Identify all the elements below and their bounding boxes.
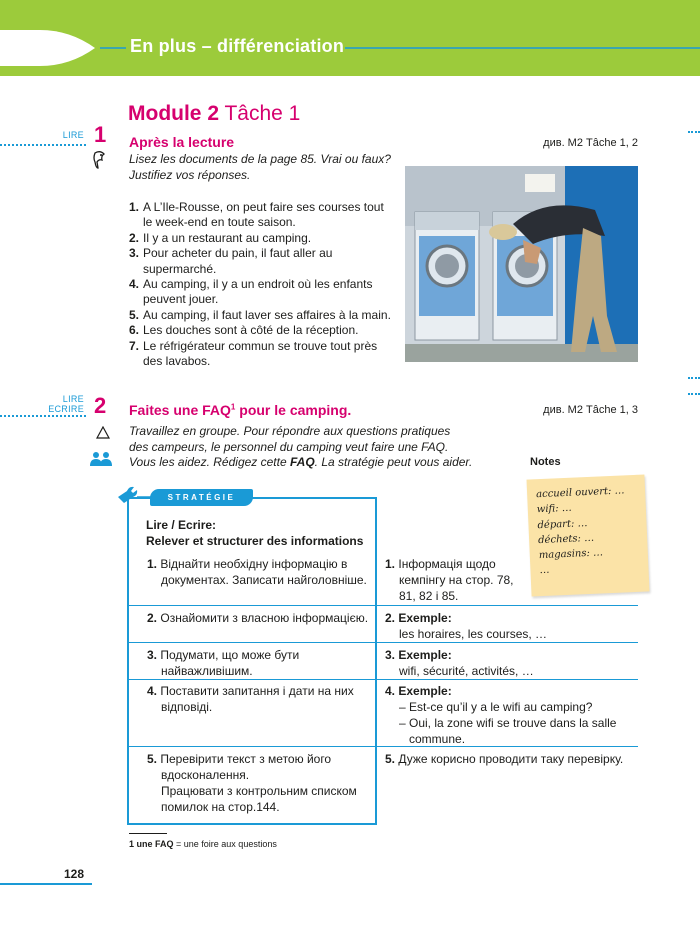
instruction-line: des campeurs, le personnel du camping veut faire une FAQ. [129,439,449,454]
list-item: 4. Au camping, il y a un endroit où les enfants peuvent jouer. [129,277,373,307]
skill-tag-lire: LIRE [62,394,84,404]
header-white-tab [0,30,95,66]
module-title [128,102,300,126]
reading-icon [92,150,108,170]
strategy-step-3: 3. Подумати, що може бути найважливішим. [147,648,300,678]
exercise-1-title: Après la lecture [129,134,235,150]
strategy-example-1: 1. Інформація щодо кемпінгу на стор. 78, 81, 82 і 85. [385,557,514,603]
footnote: 1 une FAQ = une foire aux questions [129,839,277,849]
instruction-line: Vous les aidez. Rédigez cette FAQ. La stratégie peut vous aider. [129,455,473,469]
note-line: déchets: … [537,532,595,547]
list-item: 5. Au camping, il faut laver ses affaires à la main. [129,307,391,322]
exercise-number-2: 2 [94,393,107,418]
skill-tag-lire: LIRE [62,130,84,140]
instruction-line: Travaillez en groupe. Pour répondre aux questions pratiques [129,424,451,438]
strategy-example-5: 5. Дуже корисно проводити таку перевірку. [385,752,624,766]
strategy-example-3: 3. Exemple: wifi, sécurité, activités, … [385,648,534,678]
strategy-wrench-icon [115,483,153,505]
note-line: magasins: … [538,547,604,562]
skill-tag-ecrire: ECRIRE [48,404,84,414]
module-title-bold: Module 2 [128,102,220,125]
header-decoration [0,0,700,76]
strategy-step-2: 2. Ознайомити з власною інформацією. [147,611,369,625]
module-title-rest: Tâche 1 [224,102,301,125]
notes-label: Notes [530,456,561,468]
row-divider [129,642,638,643]
header-title: En plus – différenciation [130,36,345,56]
dotted-rule-ex1 [0,144,86,146]
group-work-icon [89,451,113,467]
row-divider [129,605,638,606]
exercise-number-1: 1 [94,122,107,147]
strategy-step-1: 1. Віднайти необхідну інформацію в документах. Записати найголовніше. [147,557,367,587]
list-item: 1. A L’Ile-Rousse, on peut faire ses courses tout le week-end en toute saison. [129,200,384,230]
footnote-rule [129,833,167,834]
notes-card [527,474,650,596]
strategy-example-2: 2. Exemple: les horaires, les courses, … [385,611,548,641]
note-line: … [539,565,550,577]
note-line: accueil ouvert: … [535,485,625,501]
note-line: départ: … [537,517,588,531]
instruction-line: Lisez les documents de la page 85. Vrai ou faux? [129,152,391,166]
strategy-heading: Lire / Ecrire: Relever et structurer des informations [146,518,364,548]
list-item: 2. Il y a un restaurant au camping. [129,230,312,245]
strategy-tab: STRATÉGIE [150,489,253,506]
list-item: 6. Les douches sont à côté de la réception. [129,323,359,338]
exercise-1-reference: див. М2 Tâche 1, 2 [543,137,638,149]
dotted-rule-right-ex2a [688,377,700,379]
dotted-rule-right-ex2b [688,393,700,395]
exercise-2-instructions [129,424,472,471]
exercise-2-reference: див. М2 Tâche 1, 3 [543,404,638,416]
list-item: 3. Pour acheter du pain, il faut aller au supermarché. [129,246,333,276]
strategy-step-5: 5. Перевірити текст з метою його вдосконалення. Працювати з контрольним списком помилок на стор.144. [147,752,357,814]
exercise-1-instructions [129,152,391,183]
row-divider [129,746,638,747]
dotted-rule-right-ex1 [688,131,700,133]
instruction-line: Justifiez vos réponses. [129,167,251,182]
row-divider [129,679,638,680]
page-number: 128 [64,867,85,881]
dotted-rule-ex2 [0,415,86,417]
page-number-rule [0,883,92,885]
strategy-example-4: 4. Exemple: – Est-ce qu’il y a le wifi au camping? – Oui, la zone wifi se trouve dans la salle commune. [385,684,617,746]
challenge-triangle-icon [96,426,110,439]
statements-list [129,200,399,369]
strategy-step-4: 4. Поставити запитання і дати на них відповіді. [147,684,354,714]
note-line: wifi: … [536,502,573,516]
list-item: 7. Le réfrigérateur commun se trouve tout près des lavabos. [129,338,378,369]
laundry-photo [405,166,638,362]
exercise-2-title: Faites une FAQ$^1$ pour le camping. [129,402,352,418]
